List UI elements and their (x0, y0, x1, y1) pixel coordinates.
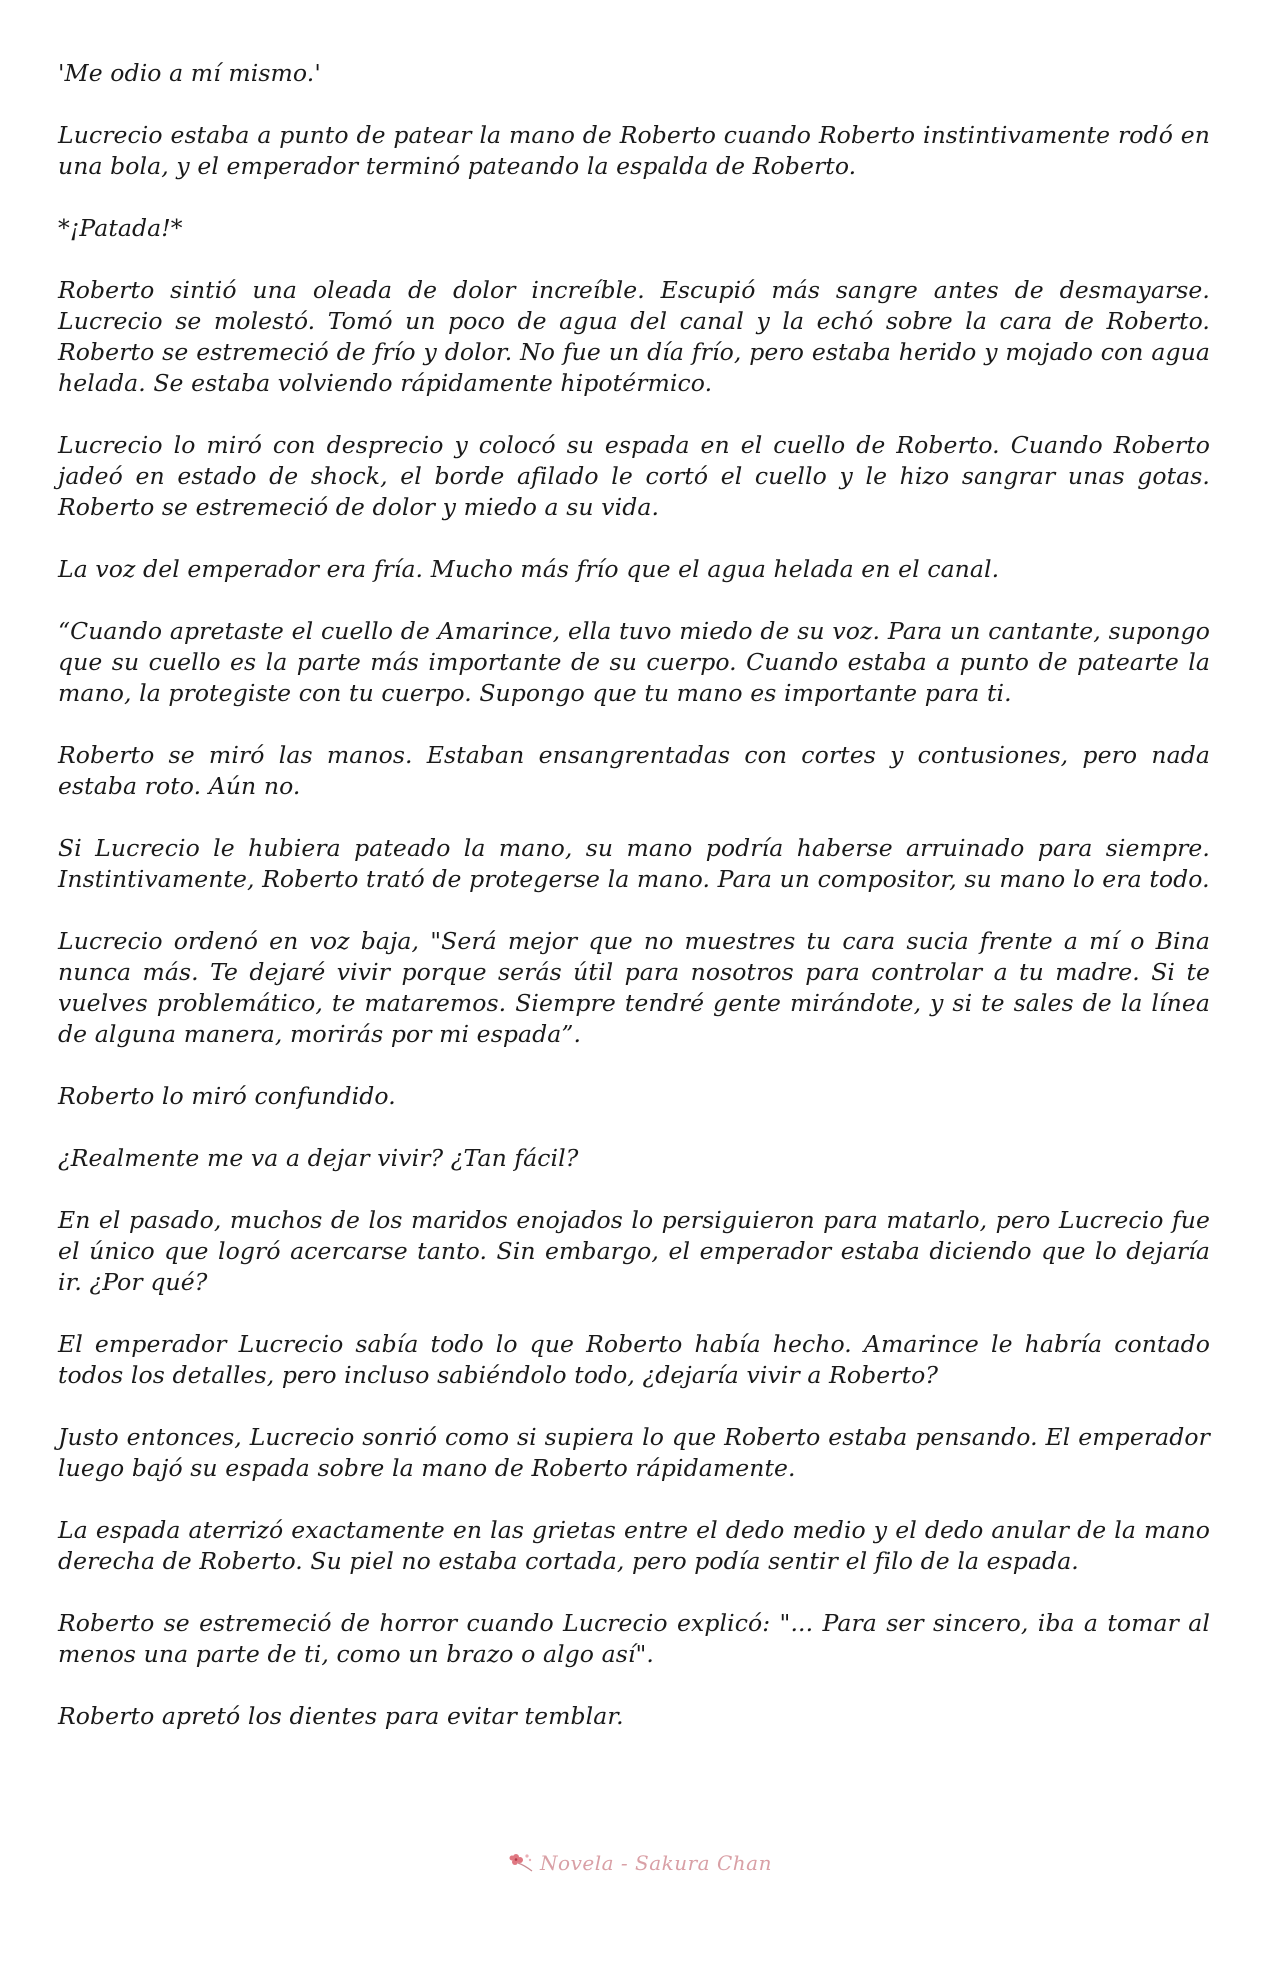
paragraph: Justo entonces, Lucrecio sonrió como si supiera lo que Roberto estaba pensando. El emperador luego bajó su espada sobre la mano de Roberto rápidamente. (58, 1423, 1210, 1482)
paragraph: Lucrecio lo miró con desprecio y colocó su espada en el cuello de Roberto. Cuando Roberto jadeó en estado de shock, el borde afilado le cortó el cuello y le hizo sangrar unas gotas. Roberto se estremeció de dolor y miedo a su vida. (58, 431, 1210, 521)
paragraph: Lucrecio estaba a punto de patear la mano de Roberto cuando Roberto instintivamente rodó en una bola, y el emperador terminó pateando la espalda de Roberto. (58, 121, 1210, 180)
paragraph: La espada aterrizó exactamente en las grietas entre el dedo medio y el dedo anular de la mano derecha de Roberto. Su piel no estaba cortada, pero podía sentir el filo de la espada. (58, 1516, 1210, 1575)
footer-text: Novela - Sakura Chan (540, 1851, 772, 1875)
paragraph: El emperador Lucrecio sabía todo lo que Roberto había hecho. Amarince le habría contado todos los detalles, pero incluso sabiéndolo todo, ¿dejaría vivir a Roberto? (58, 1330, 1210, 1389)
paragraph: Roberto lo miró confundido. (58, 1082, 396, 1110)
sakura-flower-icon (508, 1851, 534, 1875)
paragraph: Roberto sintió una oleada de dolor increíble. Escupió más sangre antes de desmayarse. Lucrecio se molestó. Tomó un poco de agua del canal y la echó sobre la cara de Roberto. Roberto se estremeció de frío y dolor. No fue un día frío, pero estaba herido y mojado con agua helada. Se estaba volviendo rápidamente hipotérmico. (58, 276, 1210, 397)
paragraph: Roberto se estremeció de horror cuando Lucrecio explicó: "... Para ser sincero, iba a tomar al menos una parte de ti, como un brazo o algo así". (58, 1609, 1210, 1668)
paragraph: Roberto se miró las manos. Estaban ensangrentadas con cortes y contusiones, pero nada estaba roto. Aún no. (58, 741, 1210, 800)
paragraph: *¡Patada!* (58, 214, 183, 242)
paragraph: ¿Realmente me va a dejar vivir? ¿Tan fácil? (58, 1144, 579, 1172)
paragraph: Lucrecio ordenó en voz baja, "Será mejor que no muestres tu cara sucia frente a mí o Bina nunca más. Te dejaré vivir porque serás útil para nosotros para controlar a tu madre. Si te vuelves problemático, te mataremos. Siempre tendré gente mirándote, y si te sales de la línea de alguna manera, morirás por mi espada”. (58, 927, 1210, 1048)
watermark-footer (0, 1851, 1280, 1891)
paragraph: Roberto apretó los dientes para evitar temblar. (58, 1702, 624, 1730)
paragraph: 'Me odio a mí mismo.' (58, 59, 321, 87)
paragraph: En el pasado, muchos de los maridos enojados lo persiguieron para matarlo, pero Lucrecio fue el único que logró acercarse tanto. Sin embargo, el emperador estaba diciendo que lo dejaría ir. ¿Por qué? (58, 1206, 1210, 1296)
paragraph: Si Lucrecio le hubiera pateado la mano, su mano podría haberse arruinado para siempre. Instintivamente, Roberto trató de protegerse la mano. Para un compositor, su mano lo era todo. (58, 834, 1210, 893)
document-body (58, 58, 1210, 1763)
paragraph: La voz del emperador era fría. Mucho más frío que el agua helada en el canal. (58, 555, 1000, 583)
paragraph: “Cuando apretaste el cuello de Amarince, ella tuvo miedo de su voz. Para un cantante, supongo que su cuello es la parte más importante de su cuerpo. Cuando estaba a punto de patearte la mano, la protegiste con tu cuerpo. Supongo que tu mano es importante para ti. (58, 617, 1210, 707)
